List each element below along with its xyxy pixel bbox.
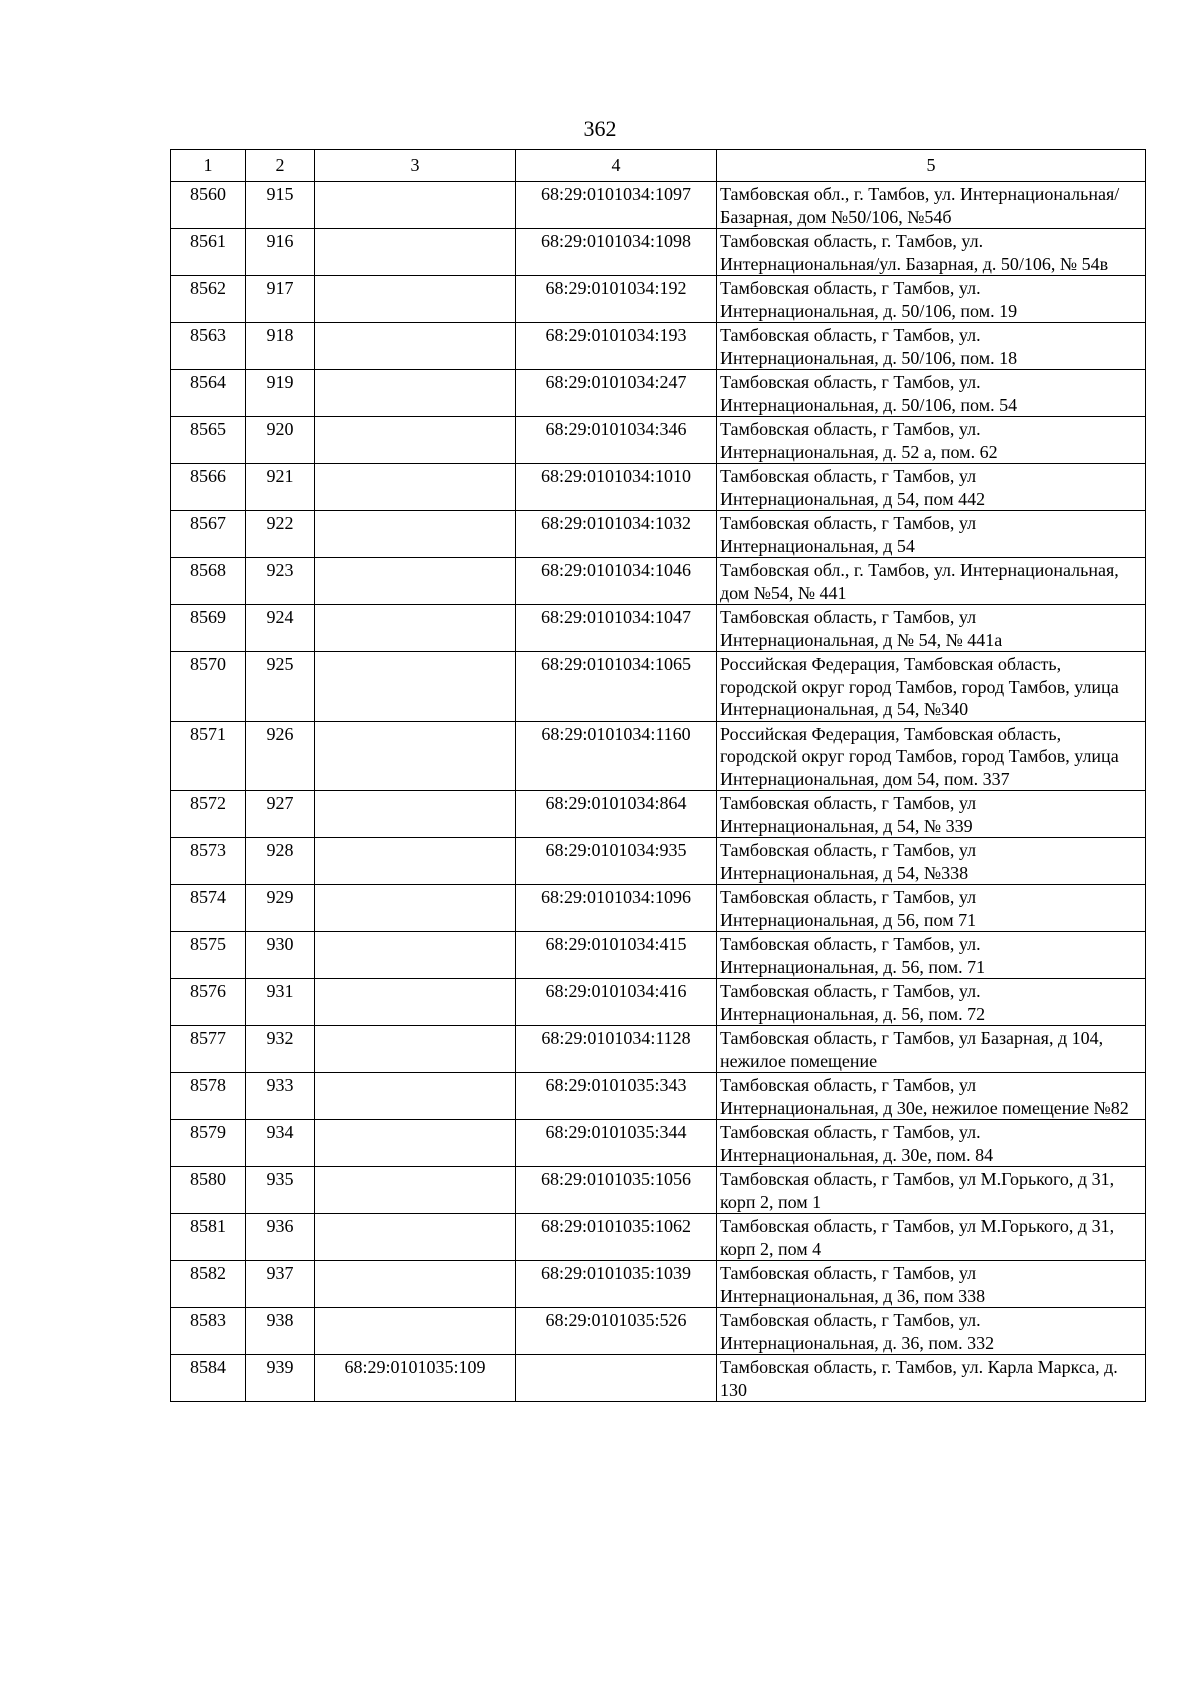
row-number-cell: 8578 — [171, 1073, 246, 1120]
row-number-cell: 8572 — [171, 791, 246, 838]
address-cell: Тамбовская область, г Тамбов, ул. Интернациональная, д. 30е, пом. 84 — [717, 1120, 1146, 1167]
cadastral-number-col4-cell: 68:29:0101034:1160 — [516, 721, 717, 791]
cadastral-number-col4-cell: 68:29:0101034:415 — [516, 932, 717, 979]
table-row — [171, 1308, 1146, 1355]
address-cell: Тамбовская область, г Тамбов, ул. Интернациональная, д. 56, пом. 72 — [717, 979, 1146, 1026]
address-cell: Тамбовская область, г Тамбов, ул М.Горького, д 31, корп 2, пом 1 — [717, 1167, 1146, 1214]
address-cell: Тамбовская область, г Тамбов, ул Интернациональная, д 54, пом 442 — [717, 464, 1146, 511]
item-number-cell: 934 — [246, 1120, 315, 1167]
address-cell: Тамбовская область, г Тамбов, ул. Интернациональная, д. 50/106, пом. 54 — [717, 370, 1146, 417]
item-number-cell: 919 — [246, 370, 315, 417]
cadastral-number-col4-cell: 68:29:0101034:1097 — [516, 182, 717, 229]
cadastral-number-col3-cell — [315, 932, 516, 979]
address-cell: Тамбовская область, г Тамбов, ул. Интернациональная, д. 50/106, пом. 18 — [717, 323, 1146, 370]
column-header: 1 — [171, 150, 246, 182]
registry-table — [170, 149, 1146, 1402]
row-number-cell: 8565 — [171, 417, 246, 464]
item-number-cell: 920 — [246, 417, 315, 464]
cadastral-number-col4-cell: 68:29:0101034:1065 — [516, 652, 717, 722]
table-row — [171, 511, 1146, 558]
row-number-cell: 8573 — [171, 838, 246, 885]
address-cell: Тамбовская обл., г. Тамбов, ул. Интернациональная/Базарная, дом №50/106, №54б — [717, 182, 1146, 229]
cadastral-number-col3-cell — [315, 1073, 516, 1120]
row-number-cell: 8566 — [171, 464, 246, 511]
item-number-cell: 926 — [246, 721, 315, 791]
table-row — [171, 979, 1146, 1026]
address-cell: Тамбовская область, г. Тамбов, ул. Интернациональная/ул. Базарная, д. 50/106, № 54в — [717, 229, 1146, 276]
cadastral-number-col3-cell — [315, 417, 516, 464]
address-cell: Тамбовская область, г Тамбов, ул Базарная, д 104, нежилое помещение — [717, 1026, 1146, 1073]
table-row — [171, 1120, 1146, 1167]
item-number-cell: 918 — [246, 323, 315, 370]
address-cell: Тамбовская область, г Тамбов, ул Интернациональная, д № 54, № 441а — [717, 605, 1146, 652]
cadastral-number-col4-cell: 68:29:0101034:247 — [516, 370, 717, 417]
table-row — [171, 417, 1146, 464]
address-cell: Тамбовская область, г Тамбов, ул Интернациональная, д 54, № 339 — [717, 791, 1146, 838]
cadastral-number-col3-cell — [315, 652, 516, 722]
item-number-cell: 939 — [246, 1355, 315, 1402]
item-number-cell: 927 — [246, 791, 315, 838]
cadastral-number-col3-cell — [315, 276, 516, 323]
table-row — [171, 1214, 1146, 1261]
cadastral-number-col3-cell — [315, 1308, 516, 1355]
cadastral-number-col3-cell: 68:29:0101035:109 — [315, 1355, 516, 1402]
cadastral-number-col4-cell: 68:29:0101034:1096 — [516, 885, 717, 932]
item-number-cell: 915 — [246, 182, 315, 229]
row-number-cell: 8569 — [171, 605, 246, 652]
item-number-cell: 925 — [246, 652, 315, 722]
address-cell: Тамбовская область, г Тамбов, ул Интернациональная, д 36, пом 338 — [717, 1261, 1146, 1308]
table-row — [171, 652, 1146, 722]
row-number-cell: 8571 — [171, 721, 246, 791]
item-number-cell: 923 — [246, 558, 315, 605]
cadastral-number-col3-cell — [315, 1120, 516, 1167]
cadastral-number-col4-cell: 68:29:0101035:1056 — [516, 1167, 717, 1214]
row-number-cell: 8576 — [171, 979, 246, 1026]
cadastral-number-col4-cell: 68:29:0101035:343 — [516, 1073, 717, 1120]
item-number-cell: 924 — [246, 605, 315, 652]
cadastral-number-col4-cell: 68:29:0101034:416 — [516, 979, 717, 1026]
item-number-cell: 916 — [246, 229, 315, 276]
row-number-cell: 8577 — [171, 1026, 246, 1073]
cadastral-number-col4-cell: 68:29:0101034:1047 — [516, 605, 717, 652]
address-cell: Тамбовская область, г Тамбов, ул. Интернациональная, д. 50/106, пом. 19 — [717, 276, 1146, 323]
address-cell: Тамбовская область, г Тамбов, ул М.Горького, д 31, корп 2, пом 4 — [717, 1214, 1146, 1261]
address-cell: Тамбовская область, г Тамбов, ул Интернациональная, д 54 — [717, 511, 1146, 558]
item-number-cell: 935 — [246, 1167, 315, 1214]
row-number-cell: 8575 — [171, 932, 246, 979]
cadastral-number-col3-cell — [315, 838, 516, 885]
row-number-cell: 8584 — [171, 1355, 246, 1402]
cadastral-number-col3-cell — [315, 721, 516, 791]
table-row — [171, 721, 1146, 791]
cadastral-number-col3-cell — [315, 182, 516, 229]
row-number-cell: 8582 — [171, 1261, 246, 1308]
row-number-cell: 8567 — [171, 511, 246, 558]
cadastral-number-col4-cell: 68:29:0101034:1098 — [516, 229, 717, 276]
table-row — [171, 464, 1146, 511]
cadastral-number-col3-cell — [315, 229, 516, 276]
cadastral-number-col3-cell — [315, 464, 516, 511]
cadastral-number-col4-cell: 68:29:0101034:193 — [516, 323, 717, 370]
item-number-cell: 937 — [246, 1261, 315, 1308]
address-cell: Российская Федерация, Тамбовская область, городской округ город Тамбов, город Тамбов, улица Интернациональная, дом 54, пом. 337 — [717, 721, 1146, 791]
table-row — [171, 1261, 1146, 1308]
item-number-cell: 928 — [246, 838, 315, 885]
column-header: 5 — [717, 150, 1146, 182]
table-row — [171, 1026, 1146, 1073]
row-number-cell: 8562 — [171, 276, 246, 323]
cadastral-number-col4-cell: 68:29:0101034:935 — [516, 838, 717, 885]
table-row — [171, 229, 1146, 276]
cadastral-number-col4-cell: 68:29:0101035:344 — [516, 1120, 717, 1167]
table-row — [171, 370, 1146, 417]
address-cell: Тамбовская область, г Тамбов, ул. Интернациональная, д. 52 а, пом. 62 — [717, 417, 1146, 464]
cadastral-number-col3-cell — [315, 511, 516, 558]
cadastral-number-col4-cell: 68:29:0101035:1039 — [516, 1261, 717, 1308]
cadastral-number-col4-cell: 68:29:0101034:346 — [516, 417, 717, 464]
item-number-cell: 929 — [246, 885, 315, 932]
item-number-cell: 938 — [246, 1308, 315, 1355]
row-number-cell: 8581 — [171, 1214, 246, 1261]
page-number: 362 — [583, 116, 617, 141]
table-row — [171, 605, 1146, 652]
table-row — [171, 932, 1146, 979]
row-number-cell: 8563 — [171, 323, 246, 370]
table-row — [171, 838, 1146, 885]
table-row — [171, 791, 1146, 838]
address-cell: Тамбовская область, г Тамбов, ул Интернациональная, д 56, пом 71 — [717, 885, 1146, 932]
row-number-cell: 8570 — [171, 652, 246, 722]
item-number-cell: 917 — [246, 276, 315, 323]
column-header: 4 — [516, 150, 717, 182]
row-number-cell: 8574 — [171, 885, 246, 932]
address-cell: Тамбовская область, г Тамбов, ул Интернациональная, д 54, №338 — [717, 838, 1146, 885]
cadastral-number-col4-cell: 68:29:0101034:1032 — [516, 511, 717, 558]
cadastral-number-col4-cell: 68:29:0101034:1128 — [516, 1026, 717, 1073]
row-number-cell: 8583 — [171, 1308, 246, 1355]
table-row — [171, 1073, 1146, 1120]
row-number-cell: 8561 — [171, 229, 246, 276]
table-row — [171, 323, 1146, 370]
row-number-cell: 8580 — [171, 1167, 246, 1214]
cadastral-number-col4-cell: 68:29:0101034:1010 — [516, 464, 717, 511]
address-cell: Тамбовская область, г Тамбов, ул. Интернациональная, д. 56, пом. 71 — [717, 932, 1146, 979]
cadastral-number-col3-cell — [315, 1214, 516, 1261]
table-row — [171, 558, 1146, 605]
table-row — [171, 182, 1146, 229]
item-number-cell: 930 — [246, 932, 315, 979]
cadastral-number-col3-cell — [315, 1026, 516, 1073]
table-row — [171, 276, 1146, 323]
table-row — [171, 885, 1146, 932]
cadastral-number-col4-cell: 68:29:0101034:1046 — [516, 558, 717, 605]
cadastral-number-col3-cell — [315, 979, 516, 1026]
item-number-cell: 936 — [246, 1214, 315, 1261]
row-number-cell: 8579 — [171, 1120, 246, 1167]
address-cell: Тамбовская область, г. Тамбов, ул. Карла Маркса, д. 130 — [717, 1355, 1146, 1402]
table-row — [171, 1355, 1146, 1402]
cadastral-number-col3-cell — [315, 1167, 516, 1214]
cadastral-number-col3-cell — [315, 791, 516, 838]
row-number-cell: 8568 — [171, 558, 246, 605]
cadastral-number-col3-cell — [315, 323, 516, 370]
cadastral-number-col3-cell — [315, 1261, 516, 1308]
cadastral-number-col4-cell: 68:29:0101034:192 — [516, 276, 717, 323]
cadastral-number-col3-cell — [315, 558, 516, 605]
cadastral-number-col3-cell — [315, 605, 516, 652]
cadastral-number-col4-cell: 68:29:0101034:864 — [516, 791, 717, 838]
cadastral-number-col4-cell: 68:29:0101035:526 — [516, 1308, 717, 1355]
row-number-cell: 8560 — [171, 182, 246, 229]
address-cell: Тамбовская область, г Тамбов, ул. Интернациональная, д. 36, пом. 332 — [717, 1308, 1146, 1355]
cadastral-number-col3-cell — [315, 370, 516, 417]
table-row — [171, 1167, 1146, 1214]
column-header: 2 — [246, 150, 315, 182]
item-number-cell: 931 — [246, 979, 315, 1026]
cadastral-number-col4-cell — [516, 1355, 717, 1402]
item-number-cell: 932 — [246, 1026, 315, 1073]
item-number-cell: 922 — [246, 511, 315, 558]
address-cell: Тамбовская область, г Тамбов, ул Интернациональная, д 30е, нежилое помещение №82 — [717, 1073, 1146, 1120]
table-header-row — [171, 150, 1146, 182]
row-number-cell: 8564 — [171, 370, 246, 417]
cadastral-number-col4-cell: 68:29:0101035:1062 — [516, 1214, 717, 1261]
column-header: 3 — [315, 150, 516, 182]
item-number-cell: 933 — [246, 1073, 315, 1120]
cadastral-number-col3-cell — [315, 885, 516, 932]
item-number-cell: 921 — [246, 464, 315, 511]
address-cell: Тамбовская обл., г. Тамбов, ул. Интернациональная, дом №54, № 441 — [717, 558, 1146, 605]
address-cell: Российская Федерация, Тамбовская область, городской округ город Тамбов, город Тамбов, улица Интернациональная, д 54, №340 — [717, 652, 1146, 722]
